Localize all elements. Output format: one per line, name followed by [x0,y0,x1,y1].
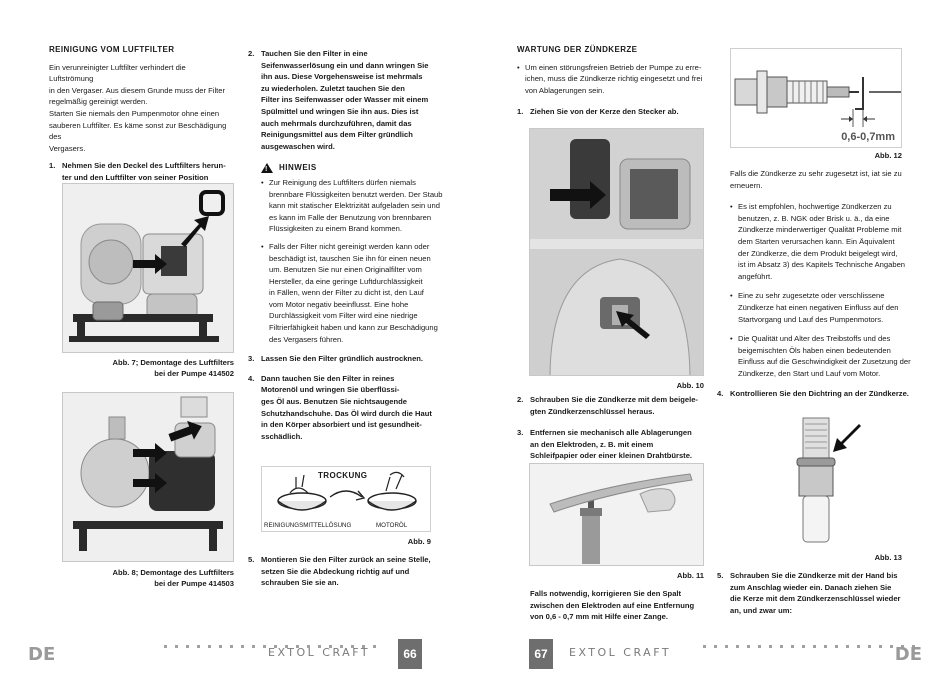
intro-line: Ein verunreinigter Luftfilter verhindert die Luftströmung [49,62,186,84]
figure-11-caption: Abb. 11 [676,571,704,580]
figure-13-caption: Abb. 13 [874,553,902,562]
pump-illustration [63,393,234,562]
step-5 [717,570,922,616]
bullet-2 [730,290,922,325]
bullet-line: Durchlässigkeit vom Filter wird eine niedrige [269,311,418,321]
figure-7-pump-photo [62,183,234,353]
step-line: Schutzhandschuhe. Das Öl wird durch die Haut [261,408,432,418]
step-4 [717,388,922,400]
figure-12-electrode-gap [730,48,902,148]
figure-9-caption: Abb. 9 [407,537,431,546]
caption-line: Abb. 8; Demontage des Luftfilters [112,568,234,577]
step-line: ihn aus. Diese Vorgehensweise ist mehrmals [261,72,423,82]
step-line: Seifenwasserlösung ein und dann wringen Sie [261,60,429,70]
step-line: Filter ins Seifenwasser oder Wasser mit einem [261,95,429,105]
caption-line: bei der Pumpe 414502 [154,369,234,378]
bullet-line: ichen, muss die Zündkerze richtig eingesetzt und frei [525,74,703,84]
bullet-dot: • [517,62,520,72]
cleaning-solution-label: REINIGUNGSMITTELLÖSUNG [264,522,352,529]
page-number: 66 [398,639,422,669]
brand-logo: EXTOL CRAFT [569,646,672,659]
right-col-2 [717,168,922,399]
step-line: Motorenöl und wringen Sie überflüssi- [261,385,400,395]
right-col-1 [517,44,717,118]
brand-logo: EXTOL CRAFT [268,646,371,659]
step-line: Lassen Sie den Filter gründlich austrocknen. [261,354,424,364]
note-bullet-2 [261,241,448,345]
step-line: die Kerze mit dem Zündkerzenschlüssel wieder [730,594,901,604]
step-line: ausgewaschen wird. [261,141,335,151]
step-5-right [717,570,922,616]
bullet-line: es kann im Falle der Benutzung von brennbaren [269,212,432,222]
footer-dots-decoration [703,645,915,651]
bullet-line: des Vergasers führen. [269,334,344,344]
intro-line: erneuern. [730,180,763,190]
right-footer [475,639,950,673]
right-page [475,0,950,673]
caption-line: bei der Pumpe 414503 [154,579,234,588]
bullet-line: Zur Reinigung des Luftfilters dürfen niemals [269,177,416,187]
bullet-line: um. Benutzen Sie nur einen Originalfilter vom [269,265,422,275]
step-number: 3. [517,428,524,438]
step-line: sschädlich. [261,431,303,441]
intro-line: Falls die Zündkerze zu sehr zugesetzt ist, iat sie zu [730,169,902,178]
note-heading [261,162,448,174]
step-1 [517,106,717,118]
intro-text [49,62,231,155]
section-heading-air-filter: REINIGUNG VOM LUFTFILTER [49,45,175,54]
bullet-1 [730,201,922,282]
step-line: Tauchen Sie den Filter in eine [261,49,368,58]
step-line: Ziehen Sie von der Kerze den Stecker ab. [530,107,679,117]
figure-9-drying-illustration [261,466,431,532]
bullet-line: Um einen störungsfreien Betrieb der Pumpe zu erre- [525,62,702,72]
figure-10-caption: Abb. 10 [676,381,704,390]
step-number: 4. [248,373,255,383]
gap-adjust-text [530,588,720,623]
step-2 [517,394,717,417]
bullet-line: dem Starten verursachen kann. Ein Äquivalent [738,236,895,246]
language-marker: DE [894,644,922,665]
step-3 [248,353,448,365]
bullet-dot: • [730,334,733,344]
step-5 [248,554,448,589]
step-number: 2. [248,49,255,58]
bullet-dot: • [261,241,264,251]
bullet-line: beigemischten Öls haben einen bedeutenden [738,345,891,355]
intro-line: in den Vergaser. Aus diesem Grunde muss der Filter [49,85,226,95]
left-col-2 [248,48,448,442]
figure-8-pump-photo [62,392,234,562]
figure-13-sealing-ring [775,412,875,548]
bullet-line: brennbare Flüssigkeiten benutzt werden. Der Staub [269,189,443,199]
caption-line: Abb. 7; Demontage des Luftfilters [112,358,234,367]
engine-oil-label: MOTORÖL [376,522,408,529]
step-line: schrauben Sie sie an. [261,578,339,588]
intro-text [730,168,922,191]
page-number: 67 [529,639,553,669]
right-col-1-steps [517,394,717,462]
step-5-left [248,554,448,589]
step-2 [248,48,448,152]
step-number: 4. [717,388,724,398]
bullet-line: in Fällen, wenn der Filter zu dicht ist, den Lauf [269,288,424,298]
step-number: 3. [248,354,255,364]
left-col-1 [49,44,231,195]
step-line: in den Körper absorbiert und ist gesundheit- [261,420,422,430]
step-line: auch mehrmals durchzuführen, damit das [261,118,412,128]
bullet-line: Eine zu sehr zugesetzte oder verschlissene [738,291,885,301]
step-3 [517,427,717,462]
step-4 [248,373,448,443]
intro-line: sauberen Luftfilter. Es käme sonst zur Beschädigung des [49,120,227,142]
intro-bullet [517,62,717,97]
step-line: Kontrollieren Sie den Dichtring an der Zündkerze. [730,388,909,398]
cleaning-illustration [530,464,704,566]
bullet-dot: • [730,291,733,301]
gap-size-label: 0,6-0,7mm [841,131,895,143]
bullet-line: Flüssigkeiten zu einem Brand kommen. [269,224,402,234]
step-line: zum Anschlag wieder ein. Danach ziehen Sie [730,582,892,592]
note-label: HINWEIS [279,163,317,173]
step-line: ges Öl aus. Benutzen Sie nichtsaugende [261,397,408,407]
step-line: Dann tauchen Sie den Filter in reines [261,373,395,383]
figure-12-caption: Abb. 12 [874,151,902,160]
step-line: Schleifpapier oder einer kleinen Drahtbürste. [530,451,693,461]
bullet-line: angeführt. [738,271,773,281]
text-line: Falls notwendig, korrigieren Sie den Spalt [530,589,682,598]
step-number: 5. [248,555,255,564]
step-line: Schrauben Sie die Zündkerze mit dem beigele- [530,395,698,404]
intro-line: Vergasers. [49,143,86,153]
intro-line: regelmäßig gereinigt werden. [49,97,148,107]
left-footer [0,639,475,673]
step-line: ter und den Luftfilter von seiner Position [62,172,209,182]
bullet-line: Zündkerze minderwertiger Qualität Probleme mit [738,225,902,235]
bullet-line: Einfluss auf die Geschwindigkeit der Zusetzung der [738,357,911,367]
intro-line: Starten Sie niemals den Pumpenmotor ohne einen [49,108,220,118]
bullet-dot: • [730,202,733,212]
engine-photo-illustration [530,129,704,376]
bullet-line: kann mit statischer Elektrizität aufgeladen sein und [269,201,440,211]
step-line: zu wiederholen. Zuletzt tauchen Sie den [261,83,405,93]
figure-11-spark-plug-cleaning [529,463,704,566]
figure-7-caption [62,357,234,379]
step-line: an, und zwar um: [730,605,793,615]
note-bullet-1 [261,177,448,235]
figure-10-spark-plug-photo [529,128,704,376]
language-marker: DE [28,644,56,665]
step-number: 5. [717,571,724,580]
bullet-line: Startvorgang und Lauf des Pumpenmotors. [738,314,884,324]
bullet-line: Die Qualität und Alter des Treibstoffs und des [738,334,891,344]
pump-illustration [63,184,234,353]
step-line: setzen Sie die Abdeckung richtig auf und [261,566,410,576]
bullet-dot: • [261,177,264,187]
bullet-3 [730,333,922,379]
step-line: Entfernen sie mechanisch alle Ablagerungen [530,428,692,438]
step-line: an den Elektroden, z. B. mit einem [530,439,654,449]
bullet-line: der Zündkerze, die dem Produkt beigelegt wird, [738,248,898,258]
bullet-line: Falls der Filter nicht gereinigt werden kann oder [269,241,430,251]
step-line: gten Zündkerzenschlüssel heraus. [530,406,655,416]
step-line: Schrauben Sie die Zündkerze mit der Hand bis [730,571,898,580]
step-line: Nehmen Sie den Deckel des Luftfilters herun- [62,161,226,171]
step-number: 1. [49,161,56,171]
step-line: Spülmittel und wringen Sie ihn aus. Dies ist [261,106,419,116]
bullet-line: beschädigt ist, tauschen Sie ihn für einen neuen [269,253,431,263]
bullet-line: ist im Absatz 3) des Kapitels Technische Angaben [738,260,906,270]
drying-label: TROCKUNG [318,471,368,480]
spark-plug-drawing [775,412,875,548]
step-number: 1. [517,107,524,117]
section-heading-spark-plug: WARTUNG DER ZÜNDKERZE [517,45,638,54]
bullet-line: von Ablagerungen sein. [525,85,605,95]
step-line: Reinigungsmittel aus dem Filter gründlich [261,130,413,140]
bullet-line: Hersteller, da eine geringe Luftdurchlässigkeit [269,276,423,286]
text-line: zwischen den Elektroden auf eine Entfernung [530,600,695,610]
bullet-line: Zündkerze hat einen negativen Einfluss auf den [738,302,899,312]
bullet-line: Zündkerze, den Start und Lauf vom Motor. [738,368,881,378]
step-line: Montieren Sie den Filter zurück an seine Stelle, [261,555,431,564]
bullet-line: benutzen, z. B. NGK oder Brisk u. ä., da eine [738,213,890,223]
text-line: von 0,6 - 0,7 mm mit Hilfe einer Zange. [530,612,668,622]
step-number: 2. [517,395,524,404]
bullet-line: Es ist empfohlen, hochwertige Zündkerzen zu [738,202,892,212]
warning-icon [261,163,273,173]
figure-8-caption [62,567,234,589]
bullet-line: Filtrierfähigkeit haben und kann zur Beschädigung [269,323,438,333]
bullet-line: vom Motor negativ beeinflusst. Eine hohe [269,299,409,309]
